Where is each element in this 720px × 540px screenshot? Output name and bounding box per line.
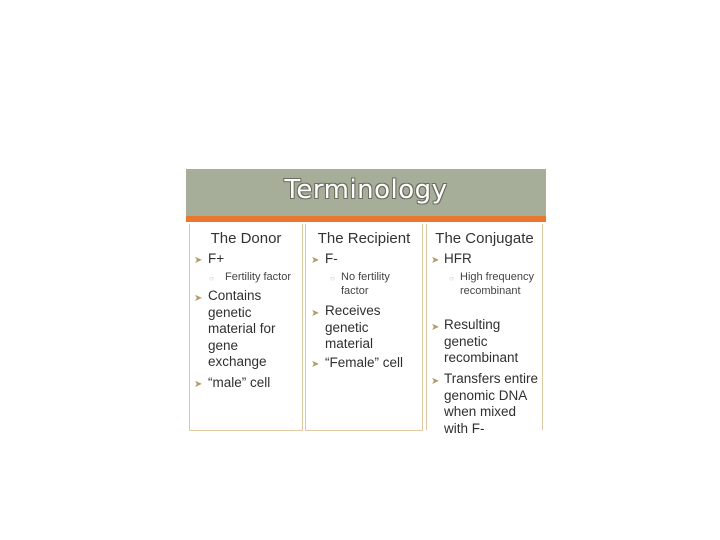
bullet-icon: ➤ (194, 255, 203, 266)
bullet-icon: ➤ (431, 322, 440, 333)
sub-bullet-icon: ○ (330, 274, 335, 283)
recipient-item-receives: Receives genetic material (325, 303, 381, 351)
sub-bullet-icon: ○ (449, 274, 454, 283)
donor-column (189, 224, 303, 431)
recipient-column (305, 224, 423, 431)
recipient-item-female: “Female” cell (325, 355, 404, 370)
conjugate-item-resulting: Resulting genetic recombinant (444, 317, 519, 365)
sub-bullet-icon: ○ (209, 274, 214, 283)
bullet-icon: ➤ (194, 293, 203, 304)
donor-item-male: “male” cell (208, 375, 271, 390)
donor-item-f-plus: F+ (208, 251, 225, 266)
bullet-icon: ➤ (431, 376, 440, 387)
conjugate-column (426, 224, 543, 436)
recipient-heading: The Recipient (317, 230, 411, 247)
donor-heading: The Donor (210, 230, 282, 247)
bullet-icon: ➤ (311, 255, 320, 266)
accent-bar (186, 216, 546, 222)
donor-sub-fertility: Fertility factor (225, 271, 292, 283)
bullet-icon: ➤ (431, 255, 440, 266)
recipient-sub-no-fertility: No fertility factor (341, 271, 390, 297)
title-bar (186, 169, 546, 216)
conjugate-item-transfers: Transfers entire genomic DNA when mixed with F- (444, 371, 539, 436)
recipient-item-f-minus: F- (325, 251, 338, 266)
bullet-icon: ➤ (311, 359, 320, 370)
slide-title: Terminology (284, 175, 448, 205)
bullet-icon: ➤ (311, 308, 320, 319)
bullet-icon: ➤ (194, 379, 203, 390)
conjugate-heading: The Conjugate (435, 230, 534, 247)
conjugate-item-hfr: HFR (444, 251, 472, 266)
donor-item-contains: Contains genetic material for gene exchange (208, 288, 276, 369)
conjugate-sub-high-frequency: High frequency recombinant (460, 271, 534, 297)
